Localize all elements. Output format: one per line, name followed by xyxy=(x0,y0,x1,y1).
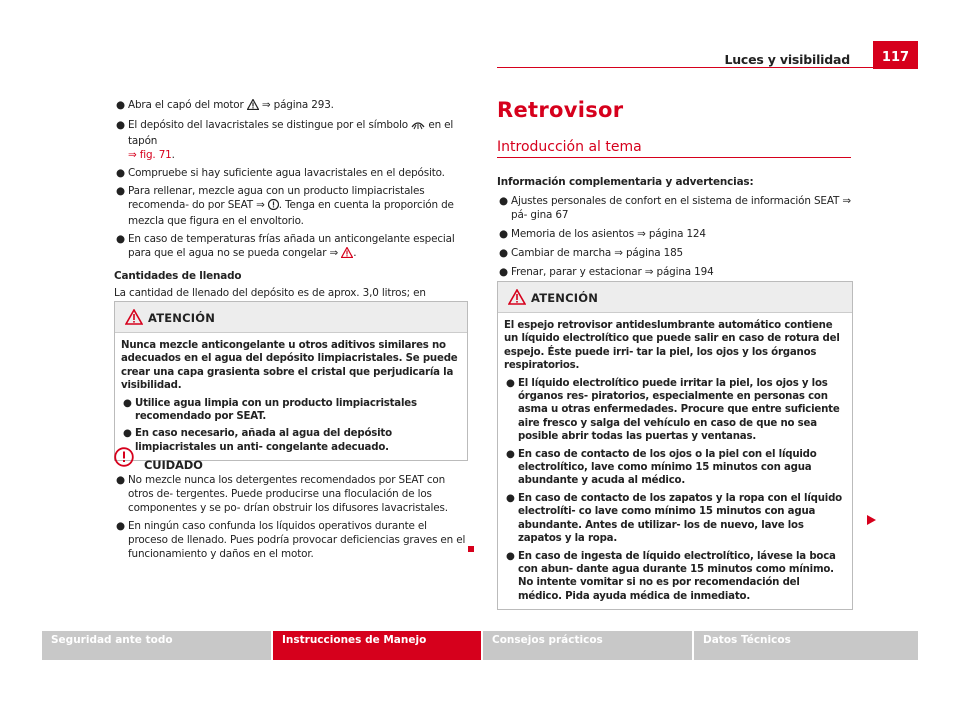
list-item: ● Utilice agua limpia con un producto limpiacristales recomendado por SEAT. xyxy=(123,397,417,423)
list-item: ● Compruebe si hay suficiente agua lavacristales en el depósito. xyxy=(116,167,445,179)
list-item: ● En caso de temperaturas frías añada un anticongelante especial para que el agua no se pueda congelar ⇒ . xyxy=(114,232,466,262)
warning-triangle-icon xyxy=(341,247,353,262)
warning-box xyxy=(114,301,468,461)
page-number: 117 xyxy=(873,41,918,69)
fill-text: La cantidad de llenado del depósito es de aprox. 3,0 litros; en xyxy=(114,287,426,299)
list-item: ● En caso de contacto de los ojos o la piel con el líquido electrolítico, lave como mínimo 15 minutos con agua abundante y acuda al médico. xyxy=(506,448,817,487)
end-marker xyxy=(468,546,474,552)
list-item: ● Abra el capó del motor ⇒ página 293. xyxy=(114,98,466,114)
warning-title: ATENCIÓN xyxy=(531,291,599,305)
warning-header xyxy=(498,282,852,313)
figure-link[interactable]: ⇒ fig. 71 xyxy=(128,149,172,161)
list-item: ● En caso necesario, añada al agua del depósito limpiacristales un anti- congelante adecuado. xyxy=(123,428,392,453)
list-item: ● En ningún caso confunda los líquidos operativos durante el proceso de llenado. Pues podría provocar deficiencias graves en el funcionamiento y daños en el motor. xyxy=(116,520,466,560)
info-circle-icon xyxy=(268,199,279,214)
continue-arrow-icon xyxy=(867,510,876,529)
list-item: ● Cambiar de marcha ⇒ página 185 xyxy=(499,247,684,259)
caution-circle-icon xyxy=(114,447,134,471)
warning-intro: El espejo retrovisor antideslumbrante automático contiene un líquido electrolítico que puede salir en caso de rotura del espejo. Éste puede irri- tar la piel, los ojos y los órganos respiratorios. xyxy=(504,320,840,372)
caution-title: CUIDADO xyxy=(144,458,203,472)
footer-tab-active[interactable]: Instrucciones de Manejo xyxy=(273,631,481,660)
info-heading: Información complementaria y advertencias: xyxy=(497,176,754,188)
warning-triangle-icon xyxy=(508,289,526,309)
subsection-heading: Introducción al tema xyxy=(497,139,642,155)
caution-block xyxy=(114,447,466,561)
list-item: ● No mezcle nunca los detergentes recomendados por SEAT con otros de- tergentes. Puede producirse una floculación de los componentes y se po- drían obstruir los difusores lavacristales. xyxy=(116,474,448,514)
header-rule xyxy=(497,67,873,68)
list-item: ● Ajustes personales de confort en el sistema de información SEAT ⇒ pá- gina 67 xyxy=(499,195,851,221)
warning-title: ATENCIÓN xyxy=(148,311,216,325)
list-item: ● Memoria de los asientos ⇒ página 124 xyxy=(499,228,706,240)
list-item: ● El líquido electrolítico puede irritar la piel, los ojos y los órganos res- piratorios, especialmente en personas con asma u otras enfermedades. Procure que entre suficiente aire fresco y salga del vehículo en caso de que no sea posible abrir todas las puertas y ventanas. xyxy=(506,377,840,443)
warning-box xyxy=(497,281,853,610)
list-item: ● En caso de ingesta de líquido electrolítico, lávese la boca con abun- dante agua durante 15 minutos como mínimo. No intente vomitar si no es por recomendación del médico. Pida ayuda médica de inmediato. xyxy=(506,550,836,602)
info-block xyxy=(497,175,851,279)
list-item: ● Para rellenar, mezcle agua con un producto limpiacristales recomenda- do por SEAT ⇒ . Tenga en cuenta la proporción de mezcla que figura en el envoltorio. xyxy=(116,185,454,227)
warning-header xyxy=(115,302,467,333)
list-item: ● El depósito del lavacristales se distingue por el símbolo en el tapón ⇒ fig. 71. xyxy=(116,119,454,161)
fill-heading: Cantidades de llenado xyxy=(114,270,242,282)
subsection-rule xyxy=(497,157,851,158)
warning-intro: Nunca mezcle anticongelante u otros aditivos similares no adecuados en el agua del depósito limpiacristales. Se puede crear una capa grasienta sobre el cristal que perjudicaría la visibilidad. xyxy=(121,340,458,392)
section-title: Luces y visibilidad xyxy=(724,52,850,67)
warning-triangle-icon xyxy=(125,309,143,329)
footer-tab[interactable]: Consejos prácticos xyxy=(483,631,692,660)
washer-fluid-icon xyxy=(411,119,425,134)
left-column xyxy=(114,98,466,314)
section-heading: Retrovisor xyxy=(497,98,624,122)
warning-triangle-icon xyxy=(247,99,259,114)
footer-tab[interactable]: Datos Técnicos xyxy=(694,631,918,660)
list-item: ● Frenar, parar y estacionar ⇒ página 194 xyxy=(499,266,714,278)
list-item: ● En caso de contacto de los zapatos y la ropa con el líquido electrolíti- co lave como mínimo 15 minutos con agua abundante. Antes de utilizar- los de nuevo, lave los zapatos y la ropa. xyxy=(506,492,842,545)
footer-tab[interactable]: Seguridad ante todo xyxy=(42,631,271,660)
